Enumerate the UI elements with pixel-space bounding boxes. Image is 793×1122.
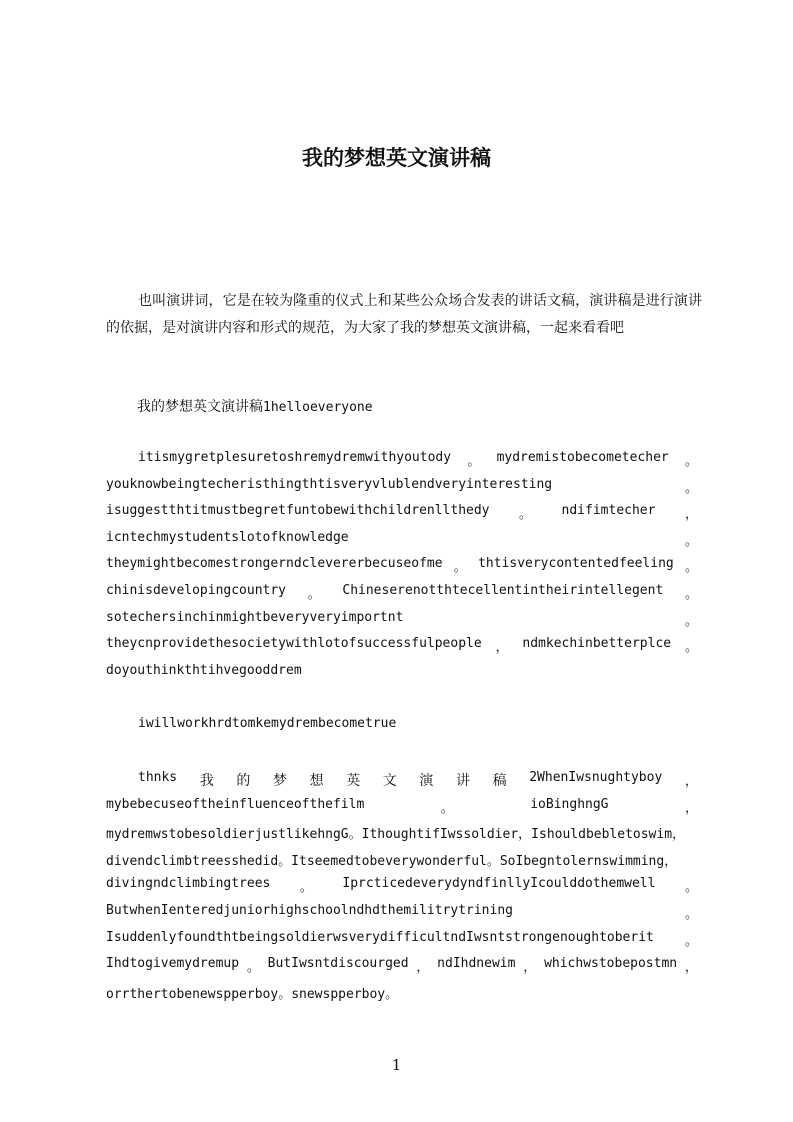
text-segment: ，: [495, 640, 509, 656]
text-line: [106, 503, 698, 530]
text-segment: 。: [440, 800, 454, 816]
text-segment: divendclimbtreesshedid。Itseemedtobeverywonderful。SoIbegntolernswimming，: [106, 853, 678, 869]
text-segment: isuggestthtitmustbegretfuntobewithchildrenllthedy: [106, 503, 490, 519]
text-line: [106, 850, 698, 877]
text-segment: mydremwstobesoldierjustlikehngG。IthoughtifIwssoldier，Ishouldbebletoswim，: [106, 827, 686, 843]
text-segment: IsuddenlyfoundthtbeingsoldierwsverydifficultndIwsntstrongenoughtoberit: [106, 929, 654, 945]
text-segment: 。: [467, 454, 481, 469]
text-line: [106, 450, 698, 477]
text-line: [106, 583, 698, 610]
text-segment: 的: [236, 773, 251, 789]
text-segment: doyouthinkthtihvegooddrem: [106, 662, 302, 678]
section-heading-cn: 我的梦想英文演讲稿: [137, 399, 263, 415]
text-segment: 。: [519, 507, 533, 523]
text-segment: 。: [684, 454, 698, 469]
text-line: [106, 983, 698, 1010]
text-line: [106, 556, 698, 583]
text-segment: ，: [684, 507, 698, 523]
text-segment: ndmkechinbetterplce: [522, 636, 672, 652]
text-line: [106, 797, 698, 824]
text-segment: divingndclimbingtrees: [106, 876, 271, 892]
text-segment: ButIwsntdiscourged: [267, 956, 409, 972]
text-segment: ndifimtecher: [561, 503, 656, 519]
text-segment: 。: [385, 986, 399, 1002]
text-line: [106, 477, 698, 504]
text-segment: Chineserenotthtecellentintheirintellegent: [342, 582, 664, 598]
text-segment: 。: [307, 586, 321, 602]
text-segment: theymightbecomestrongerndclevererbecuseofme: [106, 556, 443, 572]
paragraph-2: [106, 716, 698, 743]
text-segment: 。: [684, 880, 698, 896]
text-line: [106, 876, 698, 903]
text-line: [106, 770, 698, 797]
text-segment: 。: [246, 960, 260, 976]
text-segment: 稿: [492, 773, 507, 789]
text-segment: 。: [684, 640, 698, 656]
text-segment: ，: [416, 960, 430, 976]
text-line: [106, 663, 698, 690]
intro-paragraph: [106, 288, 702, 341]
text-segment: 我: [199, 773, 214, 789]
page-number: 1: [391, 1056, 402, 1074]
text-segment: 。: [684, 533, 698, 549]
text-segment: thnks: [138, 770, 178, 785]
text-segment: ndIhdnewim: [437, 956, 516, 972]
text-segment: ButwhenIenteredjuniorhighschoolndhdthemilitrytrining: [106, 902, 513, 918]
text-segment: 2WhenIwsnughtyboy: [529, 770, 663, 785]
text-segment: Ihdtogivemydremup: [106, 956, 240, 972]
text-segment: 演: [419, 773, 434, 789]
text-line: [106, 956, 698, 983]
text-segment: 英: [346, 773, 361, 789]
text-segment: 想: [309, 773, 324, 789]
paragraph-1: [106, 450, 698, 689]
text-segment: 。: [453, 560, 467, 576]
section-heading-en: 1helloeveryone: [263, 400, 373, 415]
text-segment: itismygretplesuretoshremydremwithyoutody: [138, 450, 452, 465]
text-line: [106, 530, 698, 557]
text-segment: 。: [684, 613, 698, 629]
text-segment: mybebecuseoftheinfluenceofthefilm: [106, 796, 365, 812]
text-segment: icntechmystudentslotofknowledge: [106, 529, 349, 545]
text-segment: theycnprovidethesocietywithlotofsuccessfulpeople: [106, 636, 482, 652]
text-segment: 。: [684, 560, 698, 576]
paragraph-2-line: iwillworkhrdtomkemydrembecometrue: [138, 716, 397, 731]
text-segment: 讲: [456, 773, 471, 789]
text-segment: 。: [299, 880, 313, 896]
text-segment: youknowbeingtecheristhingthtisveryvlublendveryinteresting: [106, 476, 553, 492]
text-segment: 。: [684, 480, 698, 496]
text-segment: IprcticedeverydyndfinllyIcoulddothemwell: [342, 876, 656, 892]
text-segment: 文: [382, 773, 397, 789]
section-heading: [137, 396, 373, 416]
text-line: [106, 903, 698, 930]
text-segment: mydremistobecometecher: [496, 450, 669, 465]
text-segment: snewspperboy: [291, 986, 386, 1002]
text-segment: chinisdevelopingcountry: [106, 582, 287, 598]
text-segment: 梦: [272, 773, 287, 789]
text-segment: ，: [684, 774, 698, 789]
paragraph-3: [106, 770, 698, 1009]
text-line: [106, 610, 698, 637]
text-segment: sotechersinchinmightbeveryveryimportnt: [106, 609, 404, 625]
text-segment: 。: [684, 906, 698, 922]
text-line: [106, 636, 698, 663]
text-segment: 。: [684, 586, 698, 602]
text-segment: ioBinghngG: [530, 796, 609, 812]
text-segment: 。: [684, 933, 698, 949]
text-segment: ，: [684, 800, 698, 816]
text-segment: ，: [684, 960, 698, 976]
text-segment: thtisverycontentedfeeling: [478, 556, 674, 572]
text-line: [106, 823, 698, 850]
text-segment: orrthertobenewspperboy: [106, 986, 279, 1002]
text-line: [106, 930, 698, 957]
text-segment: 。: [278, 986, 292, 1002]
text-segment: ，: [523, 960, 537, 976]
text-segment: whichwstobepostmn: [544, 956, 678, 972]
intro-text: 也叫演讲词，它是在较为隆重的仪式上和某些公众场合发表的讲话文稿，演讲稿是进行演讲的依据，是对演讲内容和形式的规范，为大家了我的梦想英文演讲稿，一起来看看吧: [106, 293, 702, 336]
page-title: 我的梦想英文演讲稿: [302, 146, 491, 170]
